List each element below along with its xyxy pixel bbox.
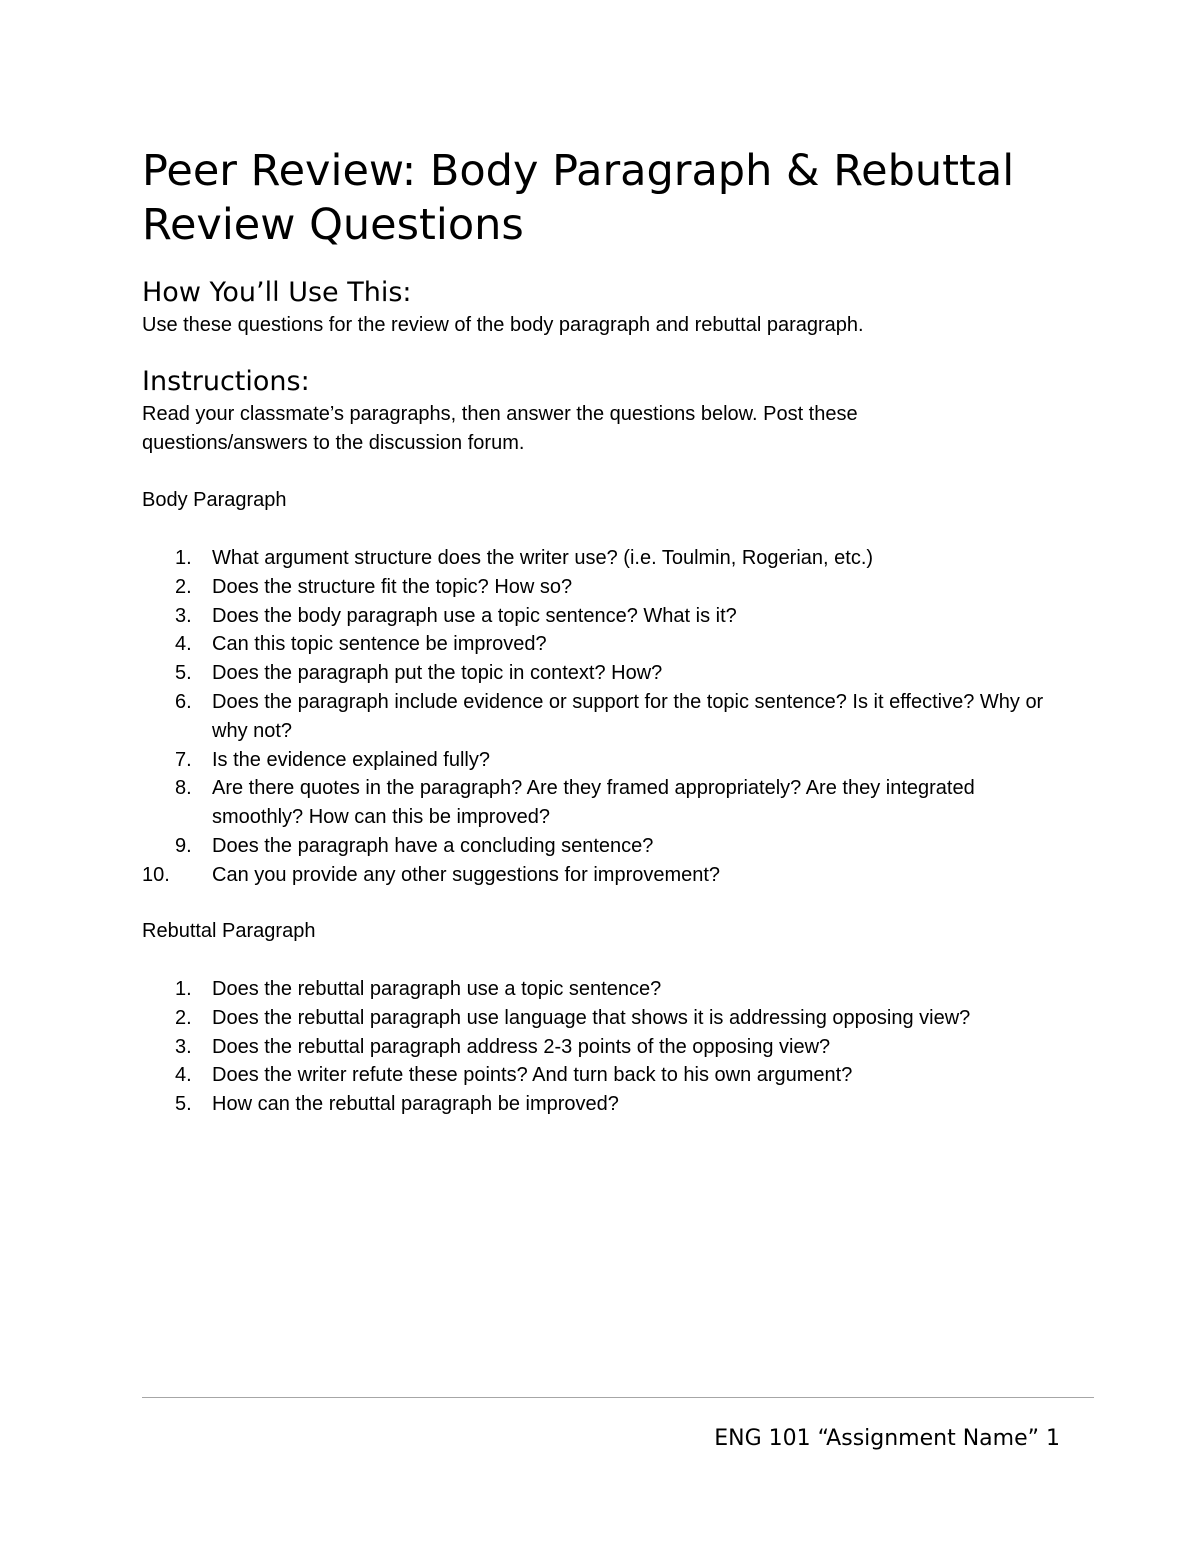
- question-text: Does the writer refute these points? And turn back to his own argument?: [212, 1064, 853, 1087]
- list-item: [142, 1004, 1062, 1033]
- question-text: What argument structure does the writer use? (i.e. Toulmin, Rogerian, etc.): [212, 547, 874, 569]
- item-number: 8.: [175, 777, 192, 800]
- item-number: 1.: [175, 978, 192, 1000]
- item-number: 1.: [175, 547, 192, 569]
- list-item: [142, 975, 1062, 1004]
- item-number: 9.: [175, 834, 192, 857]
- question-text: Does the rebuttal paragraph address 2-3 points of the opposing view?: [212, 1035, 831, 1058]
- question-text: How can the rebuttal paragraph be improved?: [212, 1093, 619, 1116]
- body-paragraph-label: Body Paragraph: [142, 489, 287, 511]
- rebuttal-paragraph-questions: [142, 975, 1062, 1119]
- instructions-text: Read your classmate’s paragraphs, then answer the questions below. Post these questions/answers to the discussion forum.: [142, 403, 858, 454]
- item-number: 2.: [175, 1006, 192, 1029]
- list-item: [142, 688, 1062, 746]
- list-item: [142, 832, 1062, 861]
- list-item: [142, 659, 1062, 688]
- list-item: [142, 630, 1062, 659]
- question-text: Does the paragraph include evidence or support for the topic sentence? Is it effective? Why or why not?: [212, 690, 1044, 742]
- question-text: Does the body paragraph use a topic sentence? What is it?: [212, 604, 737, 627]
- body-paragraph-questions: [142, 544, 1062, 890]
- item-number: 2.: [175, 575, 192, 598]
- list-item: [142, 1033, 1062, 1062]
- list-item: [142, 861, 1062, 890]
- list-item: [142, 774, 1062, 832]
- item-number: 5.: [175, 662, 192, 685]
- list-item: [142, 573, 1062, 602]
- page-title: Peer Review: Body Paragraph & Rebuttal Review Questions: [142, 146, 1015, 250]
- question-text: Can you provide any other suggestions for improvement?: [212, 863, 721, 886]
- item-number: 5.: [175, 1093, 192, 1116]
- item-number: 10.: [142, 863, 170, 886]
- item-number: 3.: [175, 1035, 192, 1058]
- question-text: Does the rebuttal paragraph use language that shows it is addressing opposing view?: [212, 1006, 971, 1029]
- rebuttal-paragraph-label: Rebuttal Paragraph: [142, 920, 316, 942]
- question-text: Is the evidence explained fully?: [212, 748, 490, 771]
- item-number: 4.: [175, 633, 192, 656]
- question-text: Does the rebuttal paragraph use a topic sentence?: [212, 978, 662, 1000]
- question-text: Are there quotes in the paragraph? Are they framed appropriately? Are they integrated smoothly? How can this be improved?: [212, 777, 975, 829]
- question-text: Can this topic sentence be improved?: [212, 633, 547, 656]
- instructions-heading: Instructions:: [142, 366, 310, 397]
- item-number: 7.: [175, 748, 192, 771]
- how-use-text: Use these questions for the review of the body paragraph and rebuttal paragraph.: [142, 314, 864, 336]
- page-footer: ENG 101 “Assignment Name” 1: [714, 1426, 1060, 1451]
- question-text: Does the paragraph put the topic in context? How?: [212, 662, 663, 685]
- question-text: Does the paragraph have a concluding sentence?: [212, 834, 654, 857]
- list-item: [142, 544, 1062, 573]
- question-text: Does the structure fit the topic? How so?: [212, 575, 573, 598]
- how-use-heading: How You’ll Use This:: [142, 277, 412, 308]
- footer-divider: [142, 1397, 1094, 1398]
- item-number: 6.: [175, 690, 192, 713]
- list-item: [142, 602, 1062, 631]
- list-item: [142, 1090, 1062, 1119]
- list-item: [142, 746, 1062, 775]
- list-item: [142, 1061, 1062, 1090]
- item-number: 4.: [175, 1064, 192, 1087]
- item-number: 3.: [175, 604, 192, 627]
